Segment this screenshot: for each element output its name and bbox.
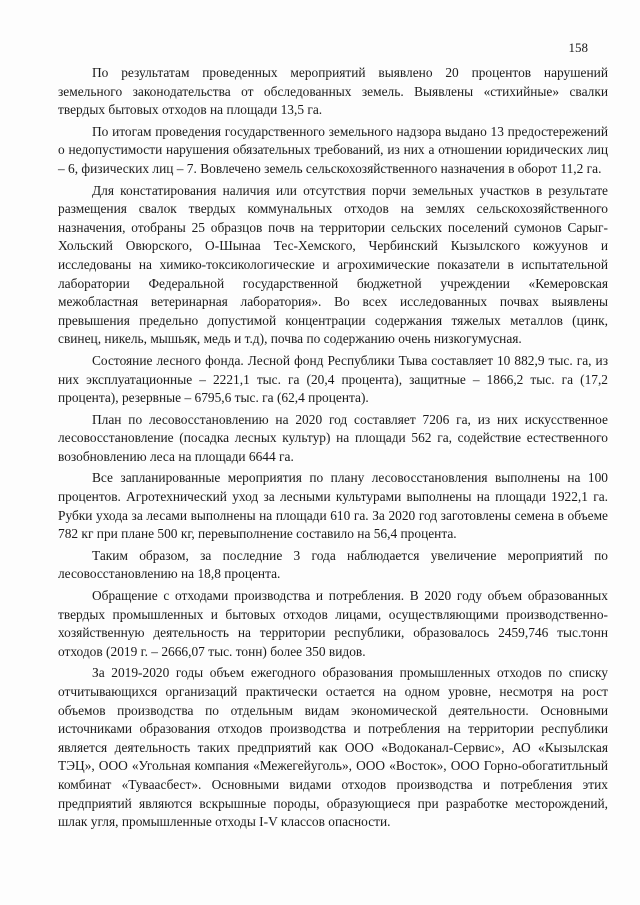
page-number: 158 [568,40,588,55]
paragraph: За 2019-2020 годы объем ежегодного образования промышленных отходов по списку отчитывающихся организаций практически остается на одном уровне, несмотря на рост объемов производства по отдельным видам экономической деятельности. Основными источниками образования отходов производства и потребления на территории республики является деятельность таких предприятий как ООО «Водоканал-Сервис», АО «Кызылская ТЭЦ», ООО «Угольная компания «Межегейуголь», ООО «Восток», ООО Горно-обогатитльный комбинат «Туваасбест». Основными видами отходов производства и потребления этих предприятий являются вскрышные породы, образующиеся при разработке месторождений, шлак угля, промышленные отходы I-V классов опасности. [58,665,608,830]
paragraph: По результатам проведенных мероприятий выявлено 20 процентов нарушений земельного законодательства от обследованных земель. Выявлены «стихийные» свалки твердых бытовых отходов на площади 13,5 га. [58,65,608,118]
paragraph: По итогам проведения государственного земельного надзора выдано 13 предостережений о недопустимости нарушения обязательных требований, из них а отношении юридических лиц – 6, физических лиц – 7. Вовлечено земель сельскохозяйственного назначения в оборот 11,2 га. [58,123,608,176]
paragraph: Для констатирования наличия или отсутствия порчи земельных участков в результате размещения свалок твердых коммунальных отходов на землях сельскохозяйственного назначения, отобраны 25 образцов почв на территории сельских поселений сумонов Сарыг-Хольский Овюрского, О-Шынаа Тес-Хемского, Чербинский Кызылского кожуунов и исследованы на химико-токсикологические и агрохимические показатели в испытательной лаборатории Федеральной государственной бюджетной учреждении «Кемеровская межобластная ветеринарная лаборатория». Во всех исследованных почвах выявлены превышения предельно допустимой концентрации содержания тяжелых металлов (цинк, свинец, никель, мышьяк, медь и т.д), почва по содержанию очень низкогумусная. [58,182,608,347]
paragraph: Таким образом, за последние 3 года наблюдается увеличение мероприятий по лесовосстановлению на 18,8 процента. [58,547,608,582]
paragraph: Обращение с отходами производства и потребления. В 2020 году объем образованных твердых промышленных и бытовых отходов лицами, осуществляющими производственно-хозяйственную деятельность на территории республики, образовалось 2459,746 тыс.тонн отходов (2019 г. – 2666,07 тыс. тонн) более 350 видов. [58,588,608,659]
paragraph: План по лесовосстановлению на 2020 год составляет 7206 га, из них искусственное лесовосстановление (посадка лесных культур) на площади 562 га, содействие естественного возобновлению леса на площади 6644 га. [58,411,608,464]
document-body [58,64,608,835]
paragraph: Все запланированные мероприятия по плану лесовосстановления выполнены на 100 процентов. Агротехнический уход за лесными культурами выполнены на площади 1922,1 га. Рубки ухода за лесами выполнены на площади 610 га. За 2020 год заготовлены семена в объеме 782 кг при плане 500 кг, перевыполнение составило на 56,4 процента. [58,470,608,542]
paragraph: Состояние лесного фонда. Лесной фонд Республики Тыва составляет 10 882,9 тыс. га, из них эксплуатационные – 2221,1 тыс. га (20,4 процента), защитные – 1866,2 тыс. га (17,2 процента), резервные – 6795,6 тыс. га (62,4 процента). [58,352,608,406]
